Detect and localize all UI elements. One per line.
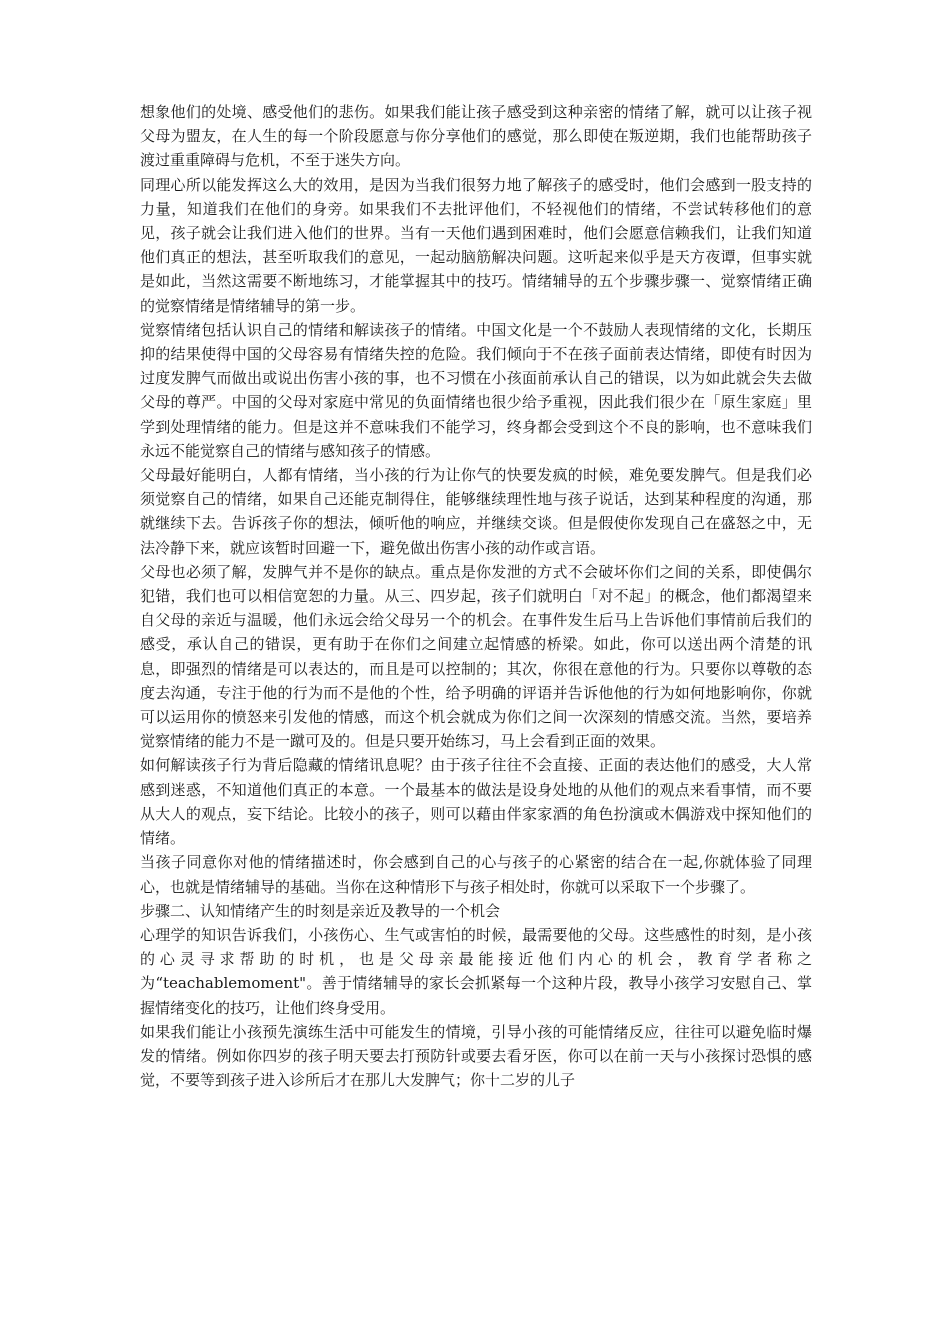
paragraph-5: 父母也必须了解，发脾气并不是你的缺点。重点是你发泄的方式不会破坏你们之间的关系，即使偶尔犯错，我们也可以相信宽恕的力量。从三、四岁起，孩子们就明白「对不起」的概念，他们都渴望来自父母的亲近与温暖，他们永远会给父母另一个的机会。在事件发生后马上告诉他们事情前后我们的感受，承认自己的错误，更有助于在你们之间建立起情感的桥梁。如此，你可以送出两个清楚的讯息，即强烈的情绪是可以表达的，而且是可以控制的；其次，你很在意他的行为。只要你以尊敬的态度去沟通，专注于他的行为而不是他的个性，给予明确的评语并告诉他他的行为如何地影响你，你就可以运用你的愤怒来引发他的情感，而这个机会就成为你们之间一次深刻的情感交流。当然，要培养觉察情绪的能力不是一蹴可及的。但是只要开始练习，马上会看到正面的效果。 [140, 562, 812, 751]
section-heading-step-2: 步骤二、认知情绪产生的时刻是亲近及教导的一个机会 [140, 901, 501, 920]
paragraph-2: 同理心所以能发挥这么大的效用，是因为当我们很努力地了解孩子的感受时，他们会感到一股支持的力量，知道我们在他们的身旁。如果我们不去批评他们，不轻视他们的情绪，不尝试转移他们的意见，孩子就会让我们进入他们的世界。当有一天他们遇到困难时，他们会愿意信赖我们，让我们知道他们真正的想法，甚至听取我们的意见，一起动脑筋解决问题。这听起来似乎是天方夜谭，但事实就是如此，当然这需要不断地练习，才能掌握其中的技巧。情绪辅导的五个步骤步骤一、觉察情绪正确的觉察情绪是情绪辅导的第一步。 [140, 175, 812, 315]
paragraph-9: 心理学的知识告诉我们，小孩伤心、生气或害怕的时候，最需要他的父母。这些感性的时刻，是小孩的心灵寻求帮助的时机，也是父母亲最能接近他们内心的机会，教育学者称之为“teachablemoment"。善于情绪辅导的家长会抓紧每一个这种片段，教导小孩学习安慰自己、掌握情绪变化的技巧，让他们终身受用。 [140, 925, 812, 1017]
paragraph-6: 如何解读孩子行为背后隐藏的情绪讯息呢？由于孩子往往不会直接、正面的表达他们的感受，大人常感到迷惑，不知道他们真正的本意。一个最基本的做法是设身处地的从他们的观点来看事情，而不要从大人的观点，妄下结论。比较小的孩子，则可以藉由伴家家酒的角色扮演或木偶游戏中探知他们的情绪。 [140, 756, 812, 848]
paragraph-3: 觉察情绪包括认识自己的情绪和解读孩子的情绪。中国文化是一个不鼓励人表现情绪的文化，长期压抑的结果使得中国的父母容易有情绪失控的危险。我们倾向于不在孩子面前表达情绪，即使有时因为过度发脾气而做出或说出伤害小孩的事，也不习惯在小孩面前承认自己的错误，以为如此就会失去做父母的尊严。中国的父母对家庭中常见的负面情绪也很少给予重视，因此我们很少在「原生家庭」里学到处理情绪的能力。但是这并不意味我们不能学习，终身都会受到这个不良的影响，也不意味我们永远不能觉察自己的情绪与感知孩子的情感。 [140, 320, 812, 460]
paragraph-1: 想象他们的处境、感受他们的悲伤。如果我们能让孩子感受到这种亲密的情绪了解，就可以让孩子视父母为盟友，在人生的每一个阶段愿意与你分享他们的感觉，那么即使在叛逆期，我们也能帮助孩子渡过重重障碍与危机，不至于迷失方向。 [140, 103, 812, 170]
document-page [140, 100, 812, 1092]
paragraph-7: 当孩子同意你对他的情绪描述时，你会感到自己的心与孩子的心紧密的结合在一起,你就体验了同理心，也就是情绪辅导的基础。当你在这种情形下与孩子相处时，你就可以采取下一个步骤了。 [140, 853, 812, 896]
paragraph-4: 父母最好能明白，人都有情绪，当小孩的行为让你气的快要发疯的时候，难免要发脾气。但是我们必须觉察自己的情绪，如果自己还能克制得住，能够继续理性地与孩子说话，达到某种程度的沟通，那就继续下去。告诉孩子你的想法，倾听他的响应，并继续交谈。但是假使你发现自己在盛怒之中，无法冷静下来，就应该暂时回避一下，避免做出伤害小孩的动作或言语。 [140, 466, 812, 557]
paragraph-10: 如果我们能让小孩预先演练生活中可能发生的情境，引导小孩的可能情绪反应，往往可以避免临时爆发的情绪。例如你四岁的孩子明天要去打预防针或要去看牙医，你可以在前一天与小孩探讨恐惧的感觉，不要等到孩子进入诊所后才在那儿大发脾气；你十二岁的儿子 [140, 1022, 812, 1090]
